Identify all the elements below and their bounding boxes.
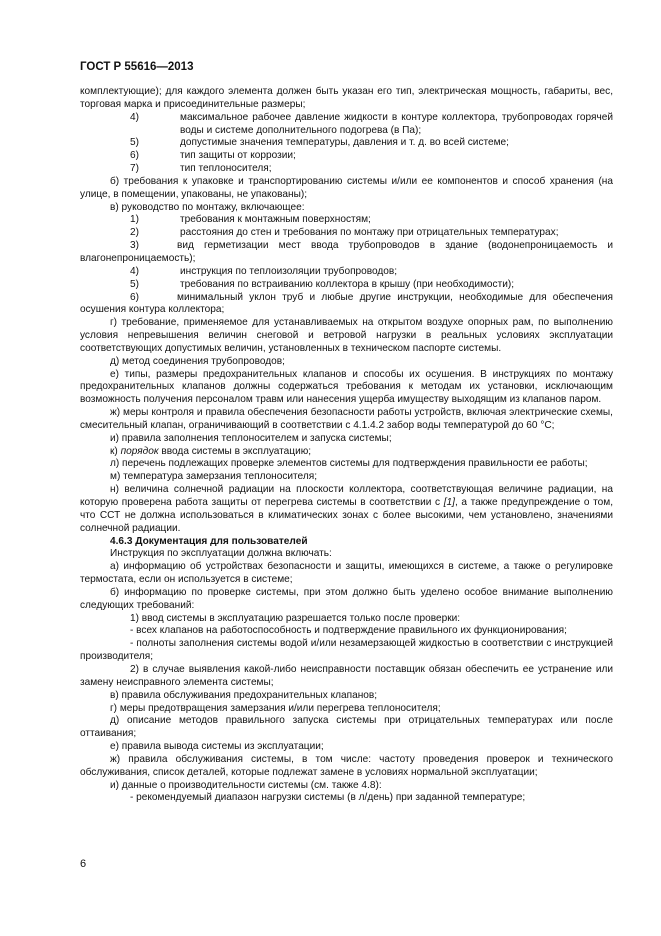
list-number: 5) xyxy=(130,278,139,290)
list-item xyxy=(80,163,613,176)
list-number: 6) xyxy=(130,150,139,162)
paragraph: ж) меры контроля и правила обеспечения безопасности работы устройств, включая электрические схемы, смесительный клапан, ограничивающий в соответствии с 4.1.4.2 забор воды температурой до 60 °С; xyxy=(80,407,613,431)
list-text: инструкция по теплоизоляции трубопроводов; xyxy=(180,265,398,277)
list-number: 2) xyxy=(130,227,139,239)
paragraph xyxy=(80,484,613,535)
list-item xyxy=(80,292,613,318)
paragraph: е) типы, размеры предохранительных клапанов и способы их осушения. В инструкциях по монтажу предохранительных клапанов должны содержаться требования к методам их установки, исключающим возможность получения персоналом травм или нанесения ущерба имуществу выходящим из клапанов паром. xyxy=(80,368,613,406)
paragraph: 2) в случае выявления какой-либо неисправности поставщик обязан обеспечить ее устранение или замену неисправного элемента системы; xyxy=(80,663,613,688)
paragraph: в) руководство по монтажу, включающее: xyxy=(110,201,305,213)
document-body xyxy=(80,86,613,805)
paragraph: в) правила обслуживания предохранительных клапанов; xyxy=(110,689,378,701)
list-text: тип защиты от коррозии; xyxy=(180,150,296,162)
text-run: , а также предупреждение о том, что ССТ не должна использоваться в климатических зонах с более высокими, чем установлено, значениями солнечной радиации. xyxy=(80,497,613,534)
document-header: ГОСТ Р 55616—2013 xyxy=(80,61,194,73)
list-number: 4) xyxy=(130,111,139,123)
list-item xyxy=(80,137,613,150)
paragraph: 1) ввод системы в эксплуатацию разрешается только после проверки: xyxy=(130,612,461,624)
list-number: 7) xyxy=(130,163,139,175)
page-number: 6 xyxy=(80,858,87,870)
list-item: - всех клапанов на работоспособность и подтверждение правильного их функционирования; xyxy=(130,625,567,637)
text-run: ввода системы в эксплуатацию; xyxy=(158,445,312,457)
list-item xyxy=(80,112,613,138)
paragraph: и) данные о производительности системы (см. также 4.8): xyxy=(110,779,382,791)
paragraph: б) требования к упаковке и транспортированию системы и/или ее компонентов и способ хранения (на улице, в помещении, упакованы, не упакованы); xyxy=(80,175,613,200)
paragraph: Инструкция по эксплуатации должна включать: xyxy=(110,548,332,560)
paragraph: ж) правила обслуживания системы, в том числе: частоту проведения проверок и технического обслуживания, список деталей, которые подлежат замене в условиях нормальной эксплуатации; xyxy=(80,753,613,778)
list-number: 1) xyxy=(130,214,139,226)
list-text: допустимые значения температуры, давления и т. д. во всей системе; xyxy=(180,137,509,149)
paragraph: г) требование, применяемое для устанавливаемых на открытом воздухе опорных рам, по выполнению условия непревышения величин снеговой и ветровой нагрузки в реальных условиях эксплуатации соответствующих допустимых величин, установленных в техническом паспорте системы. xyxy=(80,317,613,354)
paragraph: д) метод соединения трубопроводов; xyxy=(110,355,285,367)
paragraph: б) информацию по проверке системы, при этом должно быть уделено особое внимание выполнению следующих требований: xyxy=(80,586,613,611)
paragraph: д) описание методов правильного запуска системы при отрицательных температурах или после оттаивания; xyxy=(80,715,613,740)
list-number: 4) xyxy=(130,265,139,277)
list-text: максимальное рабочее давление жидкости в контуре коллектора, трубопроводах горячей воды и системе дополнительного подогрева (в Па); xyxy=(180,111,613,136)
list-item xyxy=(80,227,613,240)
list-number: 5) xyxy=(130,137,139,149)
list-number: 6) xyxy=(130,291,139,303)
list-item xyxy=(80,279,613,292)
list-item xyxy=(80,266,613,279)
paragraph: г) меры предотвращения замерзания и/или перегрева теплоносителя; xyxy=(110,702,441,714)
list-item: - рекомендуемый диапазон нагрузки системы (в л/день) при заданной температуре; xyxy=(130,792,526,804)
list-item xyxy=(80,214,613,227)
list-item: - полноты заполнения системы водой и/или незамерзающей жидкостью в соответствии с инструкцией производителя; xyxy=(80,638,613,663)
paragraph: е) правила вывода системы из эксплуатации; xyxy=(110,741,324,753)
paragraph: л) перечень подлежащих проверке элементов системы для подтверждения правильности ее работы; xyxy=(110,458,588,470)
list-item xyxy=(80,150,613,163)
paragraph: м) температура замерзания теплоносителя; xyxy=(110,471,318,483)
paragraph: а) информацию об устройствах безопасности и защиты, имеющихся в системе, а также о регулировке термостата, если он используется в системе; xyxy=(80,561,613,586)
paragraph xyxy=(80,446,613,459)
paragraph: и) правила заполнения теплоносителем и запуска системы; xyxy=(110,432,392,444)
list-text: вид герметизации мест ввода трубопроводов в здание (водонепроницаемость и влагонепроницаемость); xyxy=(80,240,613,264)
text-run: н) величина солнечной радиации на плоскости коллектора, соответствующая величине радиации, на которую проверена работа защиты от перегрева системы в соответствии с xyxy=(80,484,613,508)
citation-ref: [1] xyxy=(443,497,455,508)
list-text: расстояния до стен и требования по монтажу при отрицательных температурах; xyxy=(180,227,559,239)
list-text: требования к монтажным поверхностям; xyxy=(180,214,371,226)
paragraph: комплектующие); для каждого элемента должен быть указан его тип, электрическая мощность, габариты, вес, торговая марка и присоединительные размеры; xyxy=(80,86,613,110)
list-number: 3) xyxy=(130,240,139,252)
section-heading: 4.6.3 Документация для пользователей xyxy=(110,535,308,547)
list-text: минимальный уклон труб и любые другие инструкции, необходимые для обеспечения осушения контура коллектора; xyxy=(80,291,613,316)
list-text: тип теплоносителя; xyxy=(180,163,272,175)
list-text: требования по встраиванию коллектора в крышу (при необходимости); xyxy=(180,278,515,290)
emphasis: порядок xyxy=(120,445,159,457)
text-run: к) xyxy=(110,445,121,457)
list-item xyxy=(80,240,613,266)
